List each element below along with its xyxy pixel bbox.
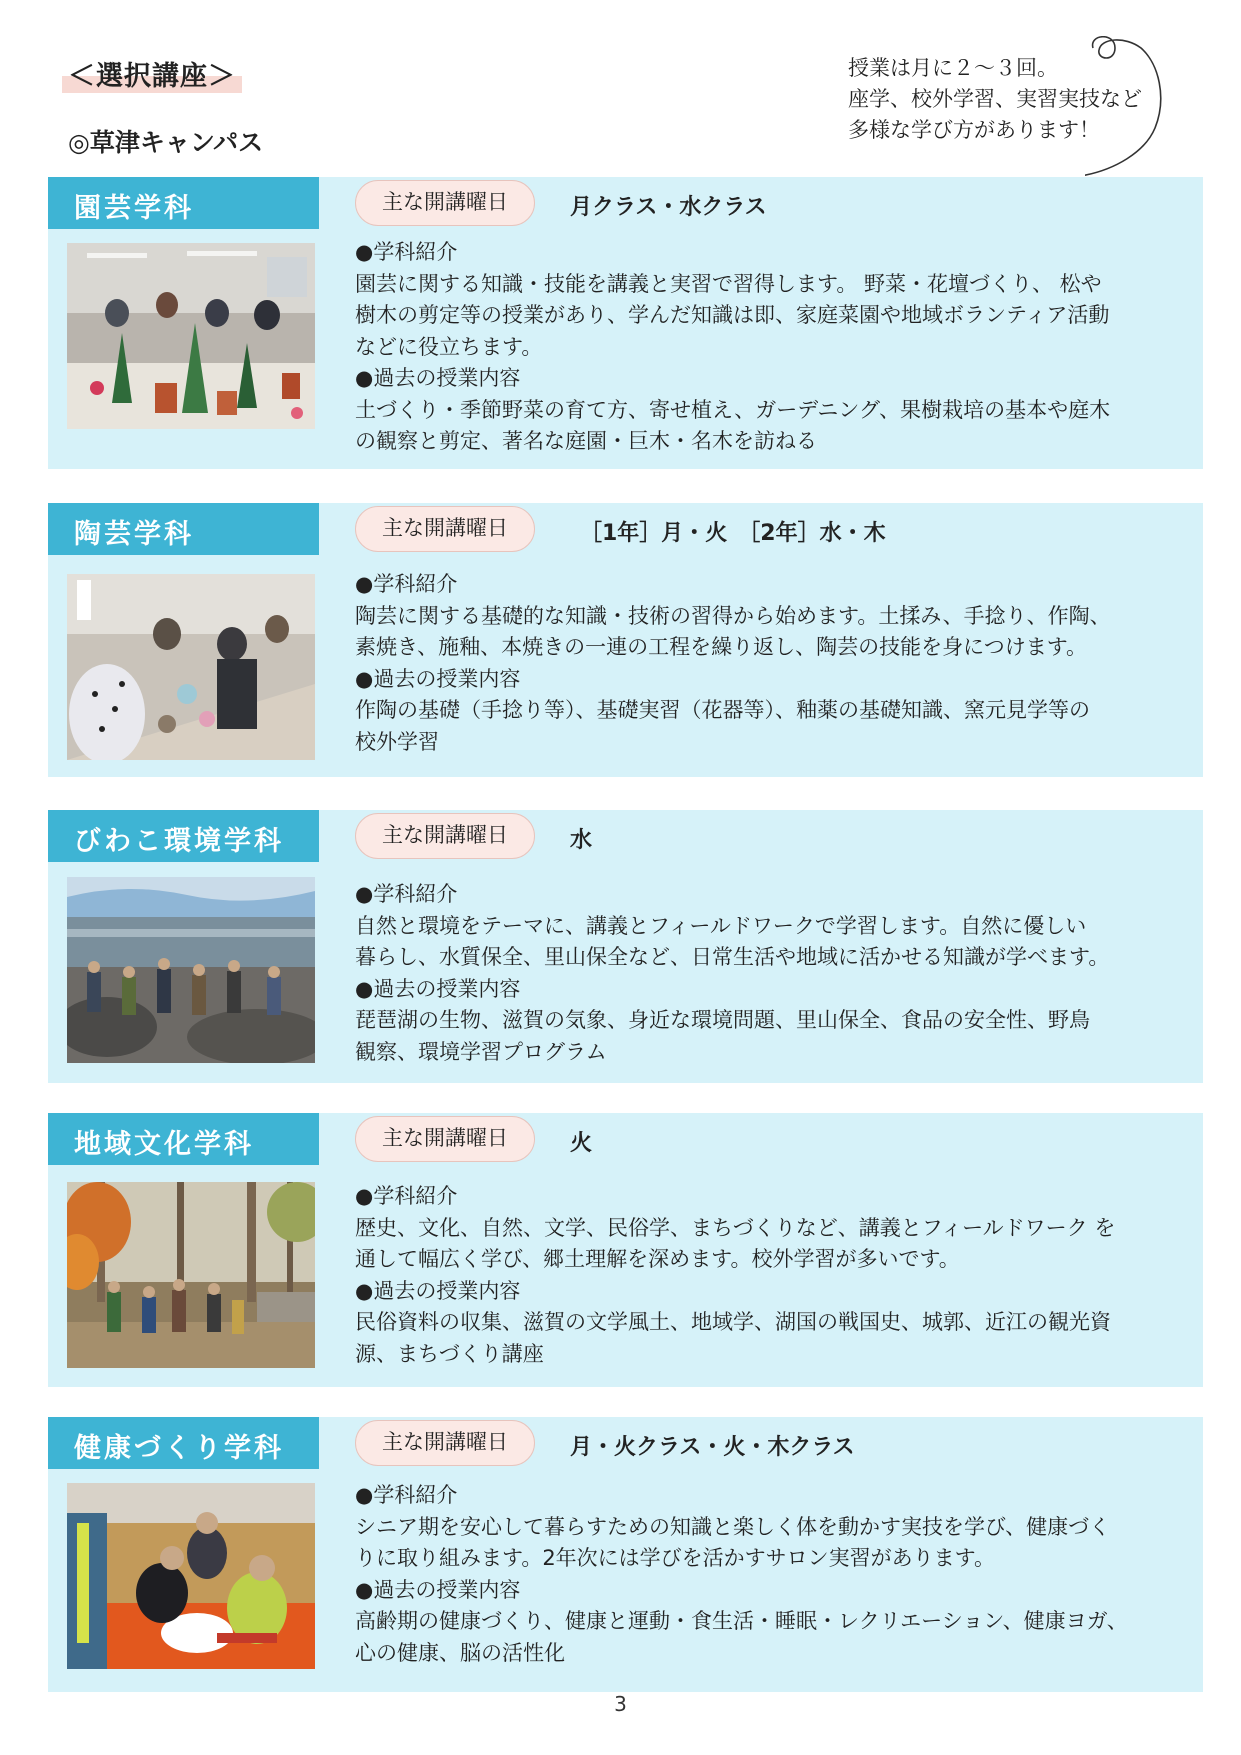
department-photo [67,243,315,429]
intro-line: 通して幅広く学び、郷土理解を深めます。校外学習が多いです。 [355,1247,960,1271]
intro-line: 樹木の剪定等の授業があり、学んだ知識は即、家庭菜園や地域ボランティア活動 [355,303,1110,327]
past-line: 高齢期の健康づくり、健康と運動・食生活・睡眠・レクリエーション、健康ヨガ、 [355,1609,1128,1633]
past-line: 土づくり・季節野菜の育て方、寄せ植え、ガーデニング、果樹栽培の基本や庭木 [355,397,1111,422]
department-name: 園芸学科 [74,193,194,224]
intro-heading: ●学科紹介 [355,1483,458,1507]
intro-heading: ●学科紹介 [355,572,458,596]
intro-line: 自然と環境をテーマに、講義とフィールドワークで学習します。自然に優しい [355,913,1087,938]
department-description [355,1480,1195,1669]
note-line: 座学、校外学習、実習実技など [848,87,1142,111]
department-description [355,237,1195,458]
intro-line: りに取り組みます。2年次には学びを活かすサロン実習があります。 [355,1546,995,1570]
department-tab [48,810,319,862]
decorative-curl-icon [1085,36,1205,186]
department-name: びわこ環境学科 [74,826,284,857]
schedule-days: 月・火クラス・火・木クラス [570,1435,855,1460]
past-line: 校外学習 [355,729,439,754]
campus-heading: ◎草津キャンパス [68,128,264,157]
past-heading: ●過去の授業内容 [355,366,521,390]
page-title: ＜選択講座＞ [62,50,242,97]
past-heading: ●過去の授業内容 [355,1278,521,1303]
note-line: 授業は月に２～３回。 [848,56,1058,80]
schedule-day-pill: 主な開講曜日 [355,180,535,226]
schedule-days: ［1年］月・火 ［2年］水・木 [580,521,886,546]
note-line: 多様な学び方があります！ [848,118,1100,142]
intro-line: 暮らし、水質保全、里山保全など、日常生活や地域に活かせる知識が学べます。 [355,945,1110,969]
intro-heading: ●学科紹介 [355,240,458,264]
department-description [355,879,1195,1068]
department-section-biwako-environment [48,810,1203,1083]
intro-heading: ●学科紹介 [355,882,458,906]
schedule-day-pill: 主な開講曜日 [355,506,535,552]
past-line: 民俗資料の収集、滋賀の文学風土、地域学、湖国の戦国史、城郭、近江の観光資 [355,1310,1111,1334]
department-tab [48,1113,319,1165]
department-name: 陶芸学科 [74,519,194,550]
past-heading: ●過去の授業内容 [355,666,521,691]
department-section-horticulture [48,177,1203,469]
department-name: 地域文化学科 [74,1129,254,1160]
schedule-days: 火 [570,1131,593,1156]
department-section-health-promotion [48,1417,1203,1692]
past-line: の観察と剪定、著名な庭園・巨木・名木を訪ねる [355,429,817,453]
department-description [355,1181,1195,1370]
schedule-days: 水 [570,828,593,853]
department-description [355,569,1195,758]
department-section-ceramics [48,503,1203,777]
past-line: 源、まちづくり講座 [355,1341,544,1366]
department-photo [67,1483,315,1669]
intro-line: 園芸に関する知識・技能を講義と実習で習得します。 野菜・花壇づくり、 松や [355,271,1102,296]
department-photo [67,1182,315,1368]
department-photo [67,574,315,760]
past-line: 観察、環境学習プログラム [355,1039,607,1064]
department-name: 健康づくり学科 [74,1433,284,1464]
past-heading: ●過去の授業内容 [355,1577,521,1602]
schedule-day-pill: 主な開講曜日 [355,1420,535,1466]
department-tab [48,1417,319,1469]
page-number: 3 [614,1692,627,1716]
past-line: 作陶の基礎（手捻り等）、基礎実習（花器等）、釉薬の基礎知識、窯元見学等の [355,698,1090,722]
intro-line: などに役立ちます。 [355,334,543,359]
department-tab [48,503,319,555]
past-line: 心の健康、脳の活性化 [355,1640,565,1665]
past-line: 琵琶湖の生物、滋賀の気象、身近な環境問題、里山保全、食品の安全性、野鳥 [355,1008,1090,1032]
past-heading: ●過去の授業内容 [355,976,521,1001]
schedule-day-pill: 主な開講曜日 [355,813,535,859]
department-photo [67,877,315,1063]
schedule-days: 月クラス・水クラス [570,195,767,220]
intro-heading: ●学科紹介 [355,1184,458,1208]
department-section-regional-culture [48,1113,1203,1387]
department-tab [48,177,319,229]
intro-line: 素焼き、施釉、本焼きの一連の工程を繰り返し、陶芸の技能を身につけます。 [355,635,1088,659]
intro-line: シニア期を安心して暮らすための知識と楽しく体を動かす実技を学び、健康づく [355,1514,1111,1539]
intro-line: 陶芸に関する基礎的な知識・技術の習得から始めます。土揉み、手捻り、作陶、 [355,603,1111,628]
intro-line: 歴史、文化、自然、文学、民俗学、まちづくりなど、講義とフィールドワーク を [355,1215,1116,1240]
schedule-day-pill: 主な開講曜日 [355,1116,535,1162]
